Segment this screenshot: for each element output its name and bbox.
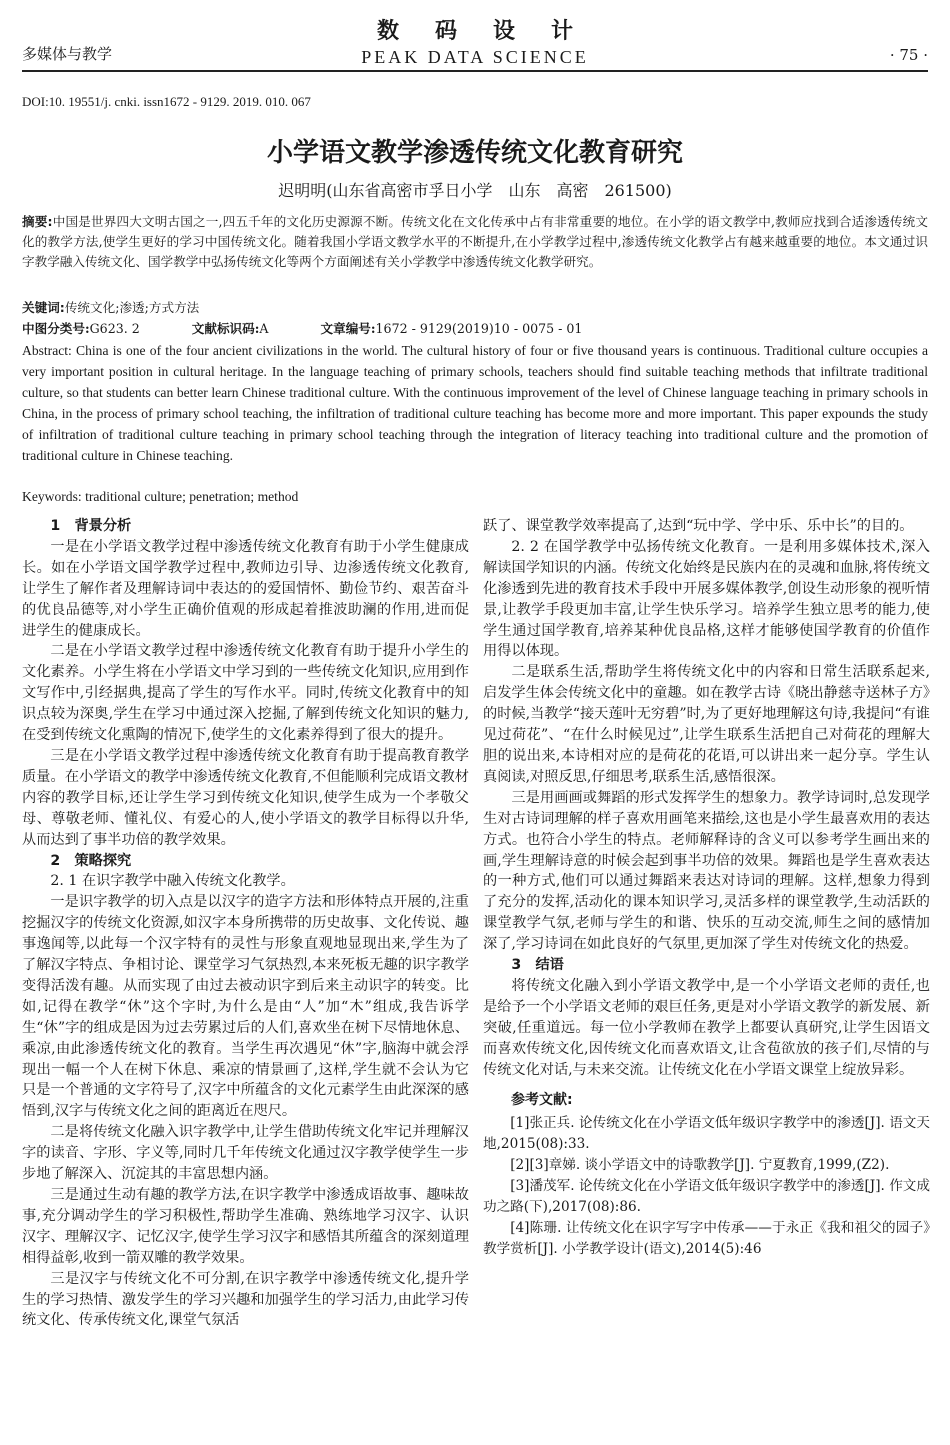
paragraph: 三是汉字与传统文化不可分割,在识字教学中渗透传统文化,提升学生的学习热情、激发学生的学习兴趣和加强学生的学习活力,由此学习传统文化、传承传统文化,课堂气氛活 (22, 1270, 469, 1329)
paragraph: 二是联系生活,帮助学生将传统文化中的内容和日常生活联系起来,启发学生体会传统文化中的童趣。如在教学古诗《晓出静慈寺送林子方》的时候,当教学“接天莲叶无穷碧”时,为了更好地理解这句诗,我提问“有谁见过荷花”、“在什么时候见过”,让学生联系生活把自己对荷花的理解大胆的说出来,本诗相对应的是荷花的花语,可以讲出来一起分享。学生认真阅读,对照反思,仔细思考,联系生活,感悟很深。 (483, 664, 930, 785)
journal-name-en: PEAK DATA SCIENCE (361, 47, 589, 67)
clc-number: 中图分类号:G623. 2 (22, 321, 140, 336)
section-heading-2: 2 策略探究 (50, 852, 132, 869)
keywords-cn-text: 传统文化;渗透;方式方法 (64, 300, 200, 315)
abstract-cn-label: 摘要: (22, 214, 53, 229)
paper-title: 小学语文教学渗透传统文化教育研究 (266, 138, 683, 168)
reference-item: [2][3]章娣. 谈小学语文中的诗歌教学[J]. 宁夏教育,1999,(Z2). (510, 1157, 890, 1174)
author-line: 迟明明(山东省高密市孚日小学 山东 高密 261500) (278, 181, 672, 200)
paragraph: 三是用画画或舞蹈的形式发挥学生的想象力。教学诗词时,总发现学生对古诗词理解的样子喜欢用画笔来描绘,这也是小学生最喜欢用的表达方式。也符合小学生的特点。老师解释诗的含义可以参考学生画出来的画,学生理解诗意的时候会起到事半功倍的效果。舞蹈也是学生喜欢表达的一种方式,他们可以通过舞蹈来表达对诗词的理解。这样,想象力得到了充分的发挥,活动化的课本知识学习,灵活多样的课堂教学,生动活跃的课堂教学气氛,老师与学生的和谐、快乐的互动交流,师生之间的感情加深了,学习诗词在如此良好的气氛里,更加深了学生对传统文化的热爱。 (483, 789, 930, 953)
section-heading-3: 3 结语 (511, 957, 564, 974)
paragraph: 2. 2 在国学教学中弘扬传统文化教育。一是利用多媒体技术,深入解读国学知识的内涵。传统文化始终是民族内在的灵魂和血脉,将传统文化渗透到先进的教育技术手段中开展多媒体教学,创设生动形象的视听情景,让教学手段更加丰富,让学生快乐学习。培养学生独立思考的能力,使学生通过国学教育,培养某种优良品格,这样才能够使国学教育的价值作用得以体现。 (483, 538, 930, 660)
classification-line (22, 318, 928, 337)
paragraph: 三是在小学语文教学过程中渗透传统文化教育有助于提高教育教学质量。在小学语文的教学中渗透传统文化教育,不但能顺利完成语文教材内容的教学目标,还让学生学习到传统文化知识,使学生成为一个孝敬父母、尊敬老师、懂礼仪、有爱心的人,使小学语文的教学目标得以升华,从而达到了事半功倍的教学效果。 (22, 747, 469, 848)
page-number: · 75 · (889, 46, 928, 64)
reference-item: [4]陈珊. 让传统文化在识字写字中传承——于永正《我和祖父的园子》教学赏析[J]. 小学教学设计(语文),2014(5):46 (483, 1219, 930, 1257)
keywords-en-label: Keywords: (22, 489, 82, 504)
article-number: 文章编号:1672 - 9129(2019)10 - 0075 - 01 (320, 321, 583, 336)
journal-masthead (22, 14, 928, 68)
doc-code: 文献标识码:A (191, 321, 269, 336)
abstract-cn (22, 212, 928, 272)
abstract-cn-text: 中国是世界四大文明古国之一,四五千年的文化历史源源不断。传统文化在文化传承中占有非常重要的地位。在小学的语文教学中,教师应找到合适渗透传统文化的教学方法,使学生更好的学习中国传统文化。随着我国小学语文教学水平的不断提升,在小学教学过程中,渗透传统文化教学占有越来越重要的地位。本文通过识字教学融入传统文化、国学教学中弘扬传统文化等两个方面阐述有关小学教学中渗透传统文化教学研究。 (22, 214, 928, 269)
keywords-en (22, 486, 928, 507)
section-heading-1: 1 背景分析 (50, 518, 132, 534)
abstract-en-label: Abstract: (22, 343, 72, 358)
keywords-cn (22, 298, 928, 318)
left-column (22, 516, 469, 1331)
paragraph: 二是在小学语文教学过程中渗透传统文化教育有助于提升小学生的文化素养。小学生将在小学语文中学习到的一些传统文化知识,应用到作文写作中,引经据典,提高了学生的写作水平。同时,传统文化教育中的知识点较为深奥,学生在学习中通过深入挖掘,了解到传统文化知识的魅力,在受到传统文化熏陶的情况下,使学生的文化素养得到了很大的提升。 (22, 643, 469, 744)
journal-name-cn: 数码设计 (376, 19, 609, 44)
abstract-en-text: China is one of the four ancient civilizations in the world. The cultural history of four or five thousand years is continuous. Traditional culture occupies a very important position in cultural heritage. In the language teaching of primary schools, teachers should find suitable teaching methods that infiltrate traditional culture, so that students can better learn Chinese traditional culture. With the continuous improvement of the level of Chinese language teaching in primary schools in China, in the process of primary school teaching, the infiltration of traditional culture teaching has become more and more important. This paper expounds the study of infiltration of traditional culture teaching in primary school teaching through the integration of literacy teaching into traditional culture and the promotion of traditional culture in Chinese teaching. (22, 343, 928, 463)
keywords-cn-label: 关键词: (22, 300, 65, 315)
subsection-heading-2-1: 2. 1 在识字教学中融入传统文化教学。 (50, 873, 295, 890)
reference-item: [3]潘茂军. 论传统文化在小学语文低年级识字教学中的渗透[J]. 作文成功之路(下),2017(08):86. (483, 1178, 930, 1215)
abstract-en (22, 340, 928, 466)
keywords-en-text: traditional culture; penetration; method (85, 489, 299, 504)
paragraph: 将传统文化融入到小学语文教学中,是一个小学语文老师的责任,也是给予一个小学语文老师的艰巨任务,更是对小学语文教学的新发展、新突破,任重道远。每一位小学教师在教学上都要认真研究,让学生因语文而喜欢传统文化,因传统文化而喜欢语文,让含苞欲放的孩子们,尽情的与传统文化对话,与未来交流。让传统文化在小学语文课堂上绽放异彩。 (483, 977, 930, 1078)
section-label: 多媒体与教学 (22, 45, 113, 63)
reference-item: [1]张正兵. 论传统文化在小学语文低年级识字教学中的渗透[J]. 语文天地,2015(08):33. (483, 1115, 930, 1153)
right-column (483, 516, 930, 1260)
paragraph: 三是通过生动有趣的教学方法,在识字教学中渗透成语故事、趣味故事,充分调动学生的学习积极性,帮助学生准确、熟练地学习汉字、认识汉字、理解汉字、记忆汉字,使学生学习汉字和感悟其所蕴含的深刻道理相得益彰,收到一箭双雕的教学效果。 (22, 1187, 469, 1266)
references-title: 参考文献: (511, 1092, 573, 1109)
paragraph: 二是将传统文化融入识字教学中,让学生借助传统文化牢记并理解汉字的读音、字形、字义等,同时几千年传统文化通过汉字教学使学生一步步地了解深入、沉淀其的丰富思想内涵。 (22, 1124, 469, 1183)
paragraph: 一是在小学语文教学过程中渗透传统文化教育有助于小学生健康成长。如在小学语文国学教学过程中,教师边引导、边渗透传统文化教育,让学生了解作者及理解诗词中表达的的爱国情怀、勤俭节约、艰苦奋斗的优良品德等,对小学生正确价值观的形成起着推波助澜的作用,进而促进学生的健康成长。 (22, 538, 469, 639)
doi[interactable]: DOI:10. 19551/j. cnki. issn1672 - 9129. 2019. 010. 067 (22, 94, 311, 109)
paragraph: 一是识字教学的切入点是以汉字的造字方法和形体特点开展的,注重挖掘汉字的传统文化资源,如汉字本身所携带的历史故事、文化传说、趣事逸闻等,以此每一个汉字特有的灵性与形象直观地显现出来,学生为了了解汉字特点、争相讨论、课堂学习气氛热烈,本来死板无趣的识字教学变得活泼有趣。从而实现了由过去被动识字到后来主动识字的转变。比如,记得在教学“休”这个字时,为什么是由“人”加“木”组成,我告诉学生“休”字的组成是因为过去劳累过后的人们,喜欢坐在树下尽情地休息、乘凉,由此渗透传统文化的教育。当学生再次遇见“休”字,脑海中就会浮现出一幅一个人在树下休息、乘凉的情景画了,这样,学生就不会认为它只是一个普通的文字符号了,汉字中所蕴含的文化元素学生由此深深的感悟到,汉字与传统文化之间的距离近在咫尺。 (22, 894, 469, 1120)
paragraph: 跃了、课堂教学效率提高了,达到“玩中学、学中乐、乐中长”的目的。 (483, 518, 914, 534)
page-header (22, 14, 928, 72)
